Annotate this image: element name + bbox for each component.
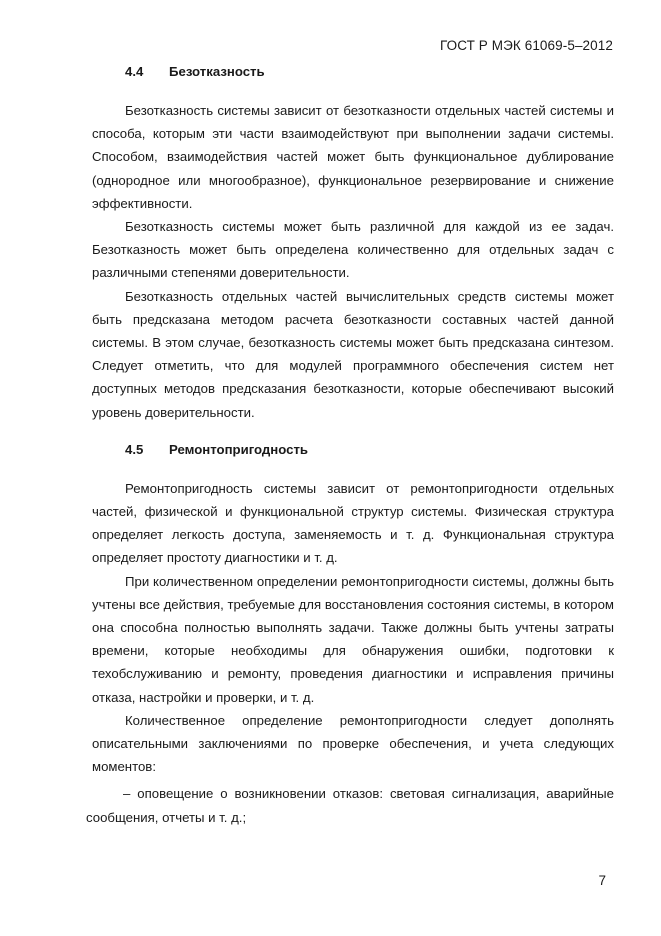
page-number: 7 bbox=[598, 873, 606, 888]
standard-designation: ГОСТ Р МЭК 61069-5–2012 bbox=[439, 38, 613, 53]
section-number: 4.4 bbox=[125, 64, 144, 79]
section-heading-4-4 bbox=[92, 58, 614, 86]
paragraph: Безотказность системы зависит от безотказности отдельных частей системы и способа, которым эти части взаимодействуют при выполнении задачи системы. Способом, взаимодействия частей может быть функциональное дублирование (однородное или многообразное), функциональное резервирование и снижение эффективности. bbox=[92, 103, 614, 211]
paragraph: Ремонтопригодность системы зависит от ремонтопригодности отдельных частей, физической и функциональной структур системы. Физическая структура определяет легкость доступа, заменяемость и т. д. Функциональная структура определяет простоту диагностики и т. д. bbox=[92, 480, 614, 566]
paragraph: При количественном определении ремонтопригодности системы, должны быть учтены все действия, требуемые для восстановления состояния системы, в котором она способна полностью выполнять задачи. Также должны быть учтены затраты времени, которые необходимы для обнаружения ошибки, подготовки к техобслуживанию и ремонту, проведения диагностики и исправления причины отказа, настройки и проверки, и т. д. bbox=[92, 573, 614, 705]
list-item: – оповещение о возникновении отказов: световая сигнализация, аварийные сообщения, отчеты и т. д.; bbox=[86, 786, 614, 825]
document-body bbox=[86, 58, 614, 829]
section-title: Безотказность bbox=[169, 64, 265, 79]
paragraph: Количественное определение ремонтопригодности следует дополнять описательными заключениями по проверке обеспечения, и учета следующих моментов: bbox=[92, 712, 614, 775]
paragraph: Безотказность отдельных частей вычислительных средств системы может быть предсказана методом расчета безотказности составных частей данной системы. В этом случае, безотказность системы может быть предсказана синтезом. Следует отметить, что для модулей программного обеспечения систем нет доступных методов предсказания безотказности, которые обеспечивают высокий уровень доверительности. bbox=[92, 288, 614, 420]
paragraph: Безотказность системы может быть различной для каждой из ее задач. Безотказность может быть определена количественно для отдельных задач с различными степенями доверительности. bbox=[92, 219, 614, 281]
section-number: 4.5 bbox=[125, 441, 144, 457]
section-title: Ремонтопригодность bbox=[169, 441, 309, 457]
section-heading-4-5 bbox=[92, 436, 614, 464]
